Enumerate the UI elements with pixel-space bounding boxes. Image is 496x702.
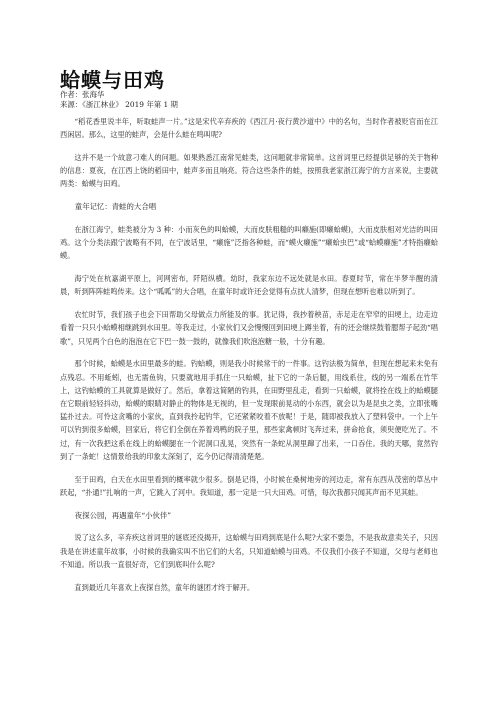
section-heading: 童年记忆：青蛙的大合唱 <box>74 202 157 212</box>
body-paragraph: 海宁处在杭嘉湖平原上，河网密布，阡陌纵横。幼时，我家东边不远处就是水田。春夏时节，常在半梦半醒的清晨，听到阵阵蛙鸣传来。这个“呱呱”的大合唱，在童年时或许还会觉得有点扰人清梦，但现在想听也难以听到了。 <box>60 274 438 297</box>
body-paragraph: 农忙时节，我们孩子也会下田帮助父母做点力所能及的事。犹记得，我抄着秧苗，赤足走在窄窄的田埂上，边走边看着一只只小蛤蟆相继跳到水田里。等我走过，小家伙们又会慢慢回到田埂上蹲坐着，有的还会继续鼓着腮帮子起劲“唱歌”，只见两个白色的泡泡在它下巴一鼓一鼓的，就像我们吹泡泡糖一般，十分有趣。 <box>60 310 438 346</box>
body-paragraph: “稻花香里说丰年，听取蛙声一片。”这是宋代辛弃疾的《西江月·夜行黄沙道中》中的名句，当时作者被贬官而在江西闲居。那么，这里的蛙声，会是什么蛙在鸣叫呢? <box>60 117 438 140</box>
article-author: 作者：张海华 <box>60 90 105 99</box>
body-paragraph: 在浙江海宁，蛙类被分为 3 种：小而灰色的叫蛤蟆，大而皮肤粗糙的叫癞施(即癞蛤蟆)，大而皮肤相对光洁的叫田鸡。这个分类法跟宁波略有不同，在宁波话里，“癞施”泛指各种蛙，而“蟆火癞施”“癞蛤虫巴”或“蛤蟆癞施”才特指癞蛤蟆。 <box>60 225 438 261</box>
section-heading: 夜探公园，再遇童年“小伙伴” <box>74 510 172 520</box>
body-paragraph: 直到最近几年喜欢上夜探自然，童年的谜团才终于解开。 <box>74 582 255 592</box>
article-title: 蛤蟆与田鸡 <box>60 68 165 92</box>
body-paragraph: 至于田鸡，白天在水田里看到的概率就少很多。倒是记得，小时候在桑树地旁的河边走，常有东西从茂密的草丛中跃起，“扑通!”扎响的一声，它跳入了河中。我知道，那一定是一只大田鸡。可惜，每次我都只闻其声而不见其蛙。 <box>60 474 438 497</box>
body-paragraph: 那个时候，蛤蟆是水田里最多的蛙。钓蛤蟆，则是我小时候常干的一件事。这钓法极为简单，但现在想起来未免有点残忍。不用蚯蚓，也无需鱼钩，只要就地用手抓住一只蛤蟆，扯下它的一条后腿，用线系住，线的另一端系在竹竿上，这钓蛤蟆的工具就算是做好了。然后，拿着这简陋的钓具，在田野里乱走，看到一只蛤蟆，就将拴在线上的蛤蟆腿在它眼前轻轻抖动，蛤蟆的眼睛对静止的物体是无视的，但一发现眼前晃动的小东西，就会以为是昆虫之类，立即张嘴猛扑过去。可怜这贪嘴的小家伙，直到我拎起钓竿，它还紧紧咬着不放呢！于是，随即被我放入了塑料袋中。一个上午可以钓到很多蛤蟆，回家后，将它们全倒在养着鸡鸭的院子里，那些家禽顿时飞奔过来，拼命抢食，须臾便吃光了。不过，有一次我把这系在线上的蛤蟆腿在一个泥洞口乱晃，突然有一条蛇从洞里蹿了出来，一口吞住。我的天哪，竟然钓到了一条蛇！这情景给我的印象太深刻了，迄今仍记得清清楚楚。 <box>60 359 438 461</box>
body-paragraph: 这并不是一个故意刁难人的问题。如果熟悉江南常见蛙类，这问题就非常简单。这首词里已经提供足够的关于物种的信息：夏夜，在江西上饶的稻田中，蛙声多而且响亮。符合这些条件的蛙，按照我老家浙江海宁的方言来说，主要就两类：蛤蟆与田鸡。 <box>60 153 438 189</box>
body-paragraph: 说了这么多，辛弃疾这首词里的谜底还没揭开，这蛤蟆与田鸡到底是什么呢?大家不要急，不是我故意卖关子，只因我是在讲述童年故事，小时候的我确实叫不出它们的大名，只知道蛤蟆与田鸡。不仅我们小孩子不知道，父母与老师也不知道。所以我一直很好奇，它们到底叫什么呢? <box>60 533 438 569</box>
article-source: 来源：《浙江林业》 2019 年第 1 期 <box>60 100 178 109</box>
article-body <box>60 115 438 603</box>
